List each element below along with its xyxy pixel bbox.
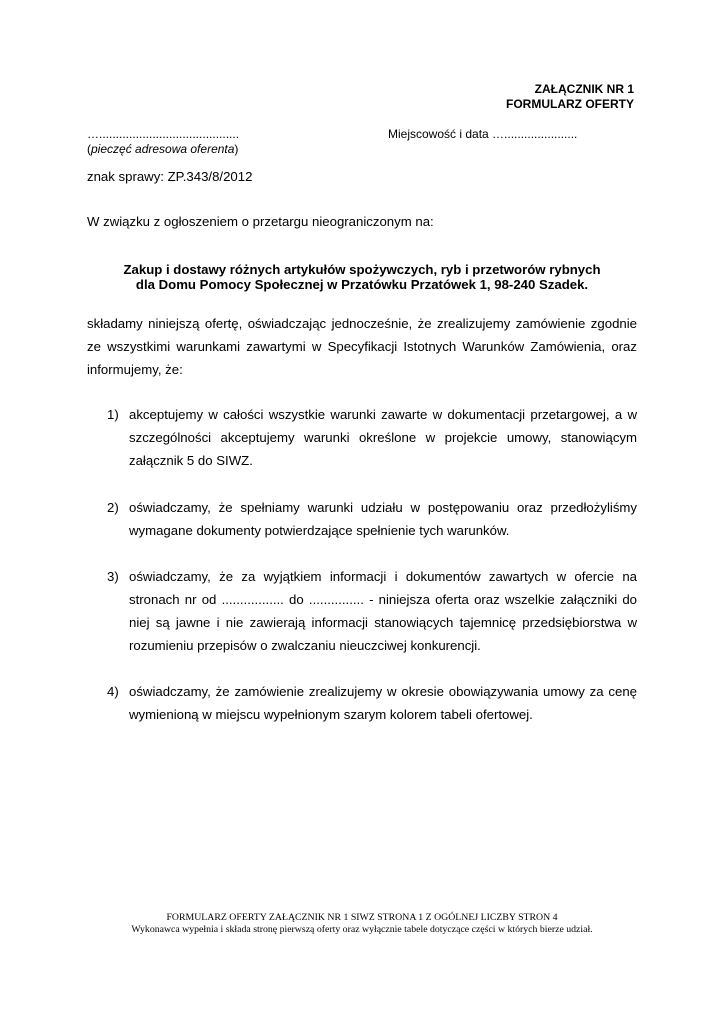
footer-line2: Wykonawca wypełnia i składa stronę pierwszą oferty oraz wyłącznie tabele dotyczące części w których bierze udział.: [131, 924, 593, 935]
stamp-dots: …..........................................: [87, 127, 240, 141]
stamp-block: [87, 127, 239, 157]
list-item: [107, 680, 637, 726]
list-item: [107, 565, 637, 657]
stamp-caption-text: pieczęć adresowa oferenta: [91, 142, 235, 156]
stamp-caption: (pieczęć adresowa oferenta): [87, 142, 239, 156]
list-item-text: oświadczamy, że spełniamy warunki udziału w postępowaniu oraz przedłożyliśmy wymagane dokumenty potwierdzające spełnienie tych warunków.: [129, 500, 637, 538]
list-item-number: 1): [107, 407, 119, 422]
tender-title-line1: Zakup i dostawy różnych artykułów spożywczych, ryb i przetworów rybnych: [123, 262, 601, 277]
list-item-text: oświadczamy, że za wyjątkiem informacji i dokumentów zawartych w ofercie na stronach nr od ................. do ............... - niniejsza oferta oraz wszelkie załączniki do niej są jawne i nie zawierają informacji stanowiących tajemnicę przedsiębiorstwa w rozumieniu przepisów o zwalczaniu nieuczciwej konkurencji.: [129, 569, 637, 653]
list-item-text: oświadczamy, że zamówienie zrealizujemy w okresie obowiązywania umowy za cenę wymienioną w miejscu wypełnionym szarym kolorem tabeli ofertowej.: [129, 684, 637, 722]
list-item-number: 3): [107, 569, 119, 584]
list-item-number: 2): [107, 500, 119, 515]
list-item: [107, 403, 637, 472]
tender-title: [87, 262, 637, 292]
place-date: Miejscowość i data …......................: [388, 127, 578, 141]
case-reference: znak sprawy: ZP.343/8/2012: [87, 169, 253, 184]
document-header: [506, 82, 634, 112]
list-item-text: akceptujemy w całości wszystkie warunki zawarte w dokumentacji przetargowej, a w szczególności akceptujemy warunki określone w projekcie umowy, stanowiącym załącznik 5 do SIWZ.: [129, 407, 637, 468]
tender-title-line2: dla Domu Pomocy Społecznej w Przatówku Przatówek 1, 98-240 Szadek.: [135, 277, 589, 292]
attachment-number: ZAŁĄCZNIK NR 1: [534, 82, 634, 96]
footer-line1: FORMULARZ OFERTY ZAŁĄCZNIK NR 1 SIWZ STRONA 1 Z OGÓLNEJ LICZBY STRON 4: [166, 912, 558, 923]
intro-text: W związku z ogłoszeniem o przetargu nieograniczonym na:: [87, 214, 434, 229]
form-title: FORMULARZ OFERTY: [506, 97, 634, 111]
statement-paragraph: składamy niniejszą ofertę, oświadczając jednocześnie, że zrealizujemy zamówienie zgodnie ze wszystkimi warunkami zawartymi w Specyfikacji Istotnych Warunków Zamówienia, oraz informujemy, że:: [87, 316, 637, 377]
list-item: [107, 496, 637, 542]
page-footer: [40, 912, 684, 936]
list-item-number: 4): [107, 684, 119, 699]
